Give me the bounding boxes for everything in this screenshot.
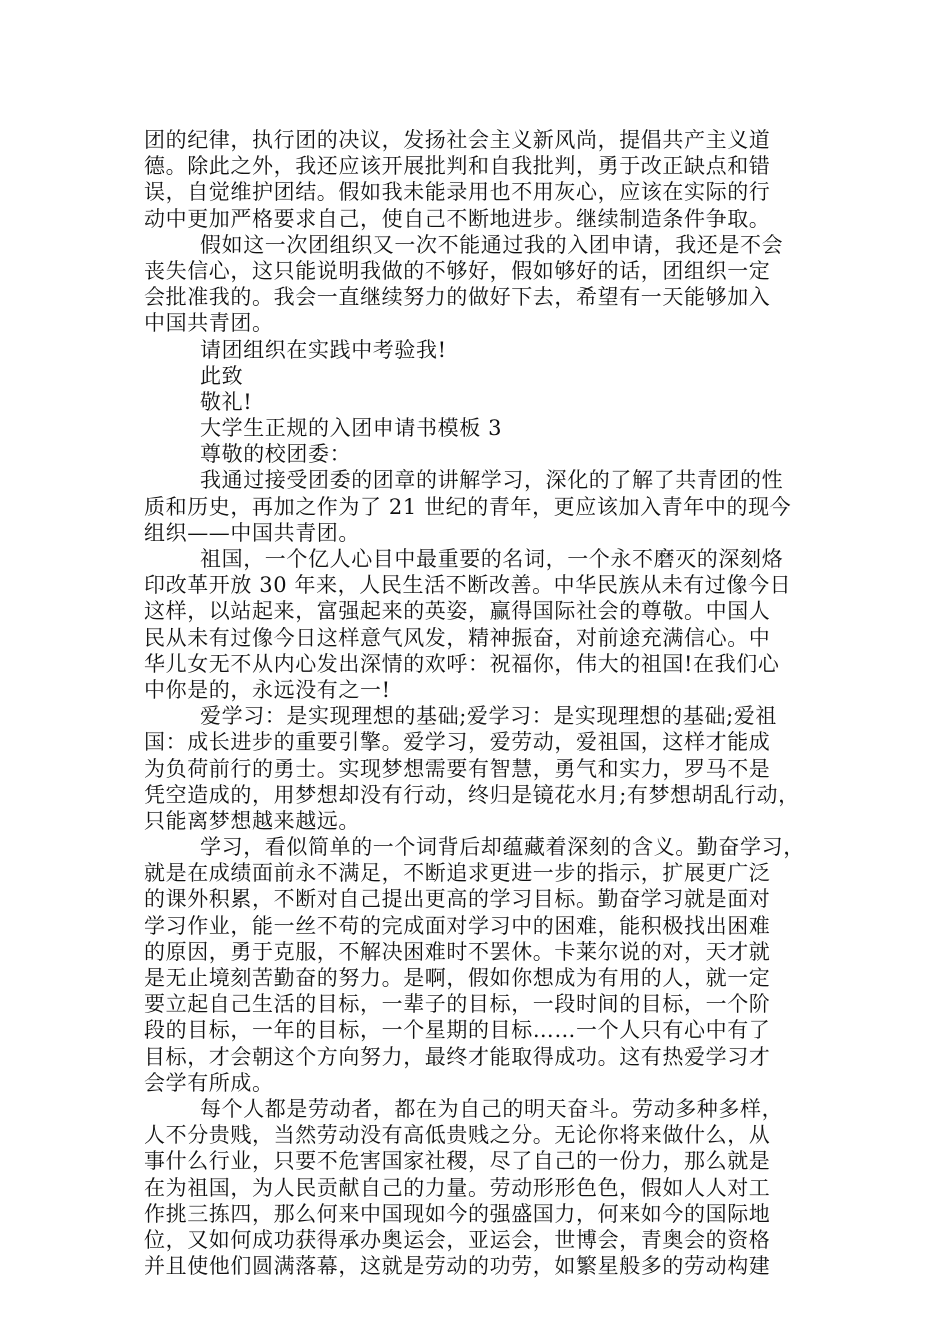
text-line: 人不分贵贱，当然劳动没有高低贵贱之分。无论你将来做什么，从 [144,1123,771,1148]
text-line: 学习作业，能一丝不苟的完成面对学习中的困难，能积极找出困难 [144,913,771,938]
text-line: 事什么行业，只要不危害国家社稷，尽了自己的一份力，那么就是 [144,1149,771,1174]
text-line: 要立起自己生活的目标，一辈子的目标，一段时间的目标，一个阶 [144,992,771,1017]
text-line: 民从未有过像今日这样意气风发，精神振奋，对前途充满信心。中 [144,625,771,650]
text-line: 误，自觉维护团结。假如我未能录用也不用灰心，应该在实际的行 [144,180,771,205]
document-body [144,127,816,1279]
text-line: 会学有所成。 [144,1070,274,1095]
text-line: 祖国，一个亿人心目中最重要的名词，一个永不磨灭的深刻烙 [200,547,784,571]
text-line: 此致 [200,363,244,388]
text-line: 的原因，勇于克服，不解决困难时不罢休。卡莱尔说的对，天才就 [144,939,771,964]
text-line: 凭空造成的，用梦想却没有行动，终归是镜花水月;有梦想胡乱行动， [144,782,800,807]
text-line: 这样，以站起来，富强起来的英姿，赢得国际社会的尊敬。中国人 [144,599,771,624]
text-line: 并且使他们圆满落幕，这就是劳动的功劳，如繁星般多的劳动构建 [144,1254,771,1279]
text-line: 组织——中国共青团。 [144,520,360,545]
text-line: 爱学习：是实现理想的基础;爱学习：是实现理想的基础;爱祖 [200,704,777,729]
text-line: 目标，才会朝这个方向努力，最终才能取得成功。这有热爱学习才 [144,1044,771,1069]
text-line: 学习，看似简单的一个词背后却蕴藏着深刻的含义。勤奋学习， [200,835,805,860]
text-line: 请团组织在实践中考验我! [200,337,447,362]
text-line: 印改革开放 30 年来，人民生活不断改善。中华民族从未有过像今日 [144,573,792,598]
text-line: 只能离梦想越来越远。 [144,808,360,833]
text-line: 段的目标，一年的目标，一个星期的目标……一个人只有心中有了 [144,1018,771,1043]
text-line: 会批准我的。我会一直继续努力的做好下去，希望有一天能够加入 [144,285,771,310]
text-line: 在为祖国，为人民贡献自己的力量。劳动形形色色，假如人人对工 [144,1175,771,1200]
text-line: 大学生正规的入团申请书模板 3 [200,416,503,441]
text-line: 是无止境刻苦勤奋的努力。是啊，假如你想成为有用的人，就一定 [144,966,771,990]
text-line: 国：成长进步的重要引擎。爱学习，爱劳动，爱祖国，这样才能成 [144,730,771,755]
text-line: 德。除此之外，我还应该开展批判和自我批判，勇于改正缺点和错 [144,154,771,179]
text-line: 华儿女无不从内心发出深情的欢呼：祝福你，伟大的祖国!在我们心 [144,651,780,676]
text-line: 敬礼! [200,389,253,414]
text-line: 就是在成绩面前永不满足，不断追求更进一步的指示，扩展更广泛 [144,861,771,886]
text-line: 位，又如何成功获得承办奥运会，亚运会，世博会，青奥会的资格 [144,1227,771,1252]
text-line: 中国共青团。 [144,311,274,336]
text-line: 的课外积累，不断对自己提出更高的学习目标。勤奋学习就是面对 [144,887,771,912]
text-line: 丧失信心，这只能说明我做的不够好，假如够好的话，团组织一定 [144,258,771,283]
text-line: 动中更加严格要求自己，使自己不断地进步。继续制造条件争取。 [144,206,771,231]
text-line: 每个人都是劳动者，都在为自己的明天奋斗。劳动多种多样， [200,1096,784,1121]
text-line: 假如这一次团组织又一次不能通过我的入团申请，我还是不会 [200,232,784,257]
text-line: 我通过接受团委的团章的讲解学习，深化的了解了共青团的性 [200,468,784,493]
text-line: 为负荷前行的勇士。实现梦想需要有智慧，勇气和实力，罗马不是 [144,756,771,781]
text-line: 作挑三拣四，那么何来中国现如今的强盛国力，何来如今的国际地 [144,1201,771,1226]
text-line: 质和历史，再加之作为了 21 世纪的青年，更应该加入青年中的现今 [144,494,792,519]
text-line: 尊敬的校团委： [200,442,352,467]
text-line: 中你是的，永远没有之一! [144,677,391,702]
text-line: 团的纪律，执行团的决议，发扬社会主义新风尚，提倡共产主义道 [144,128,771,152]
